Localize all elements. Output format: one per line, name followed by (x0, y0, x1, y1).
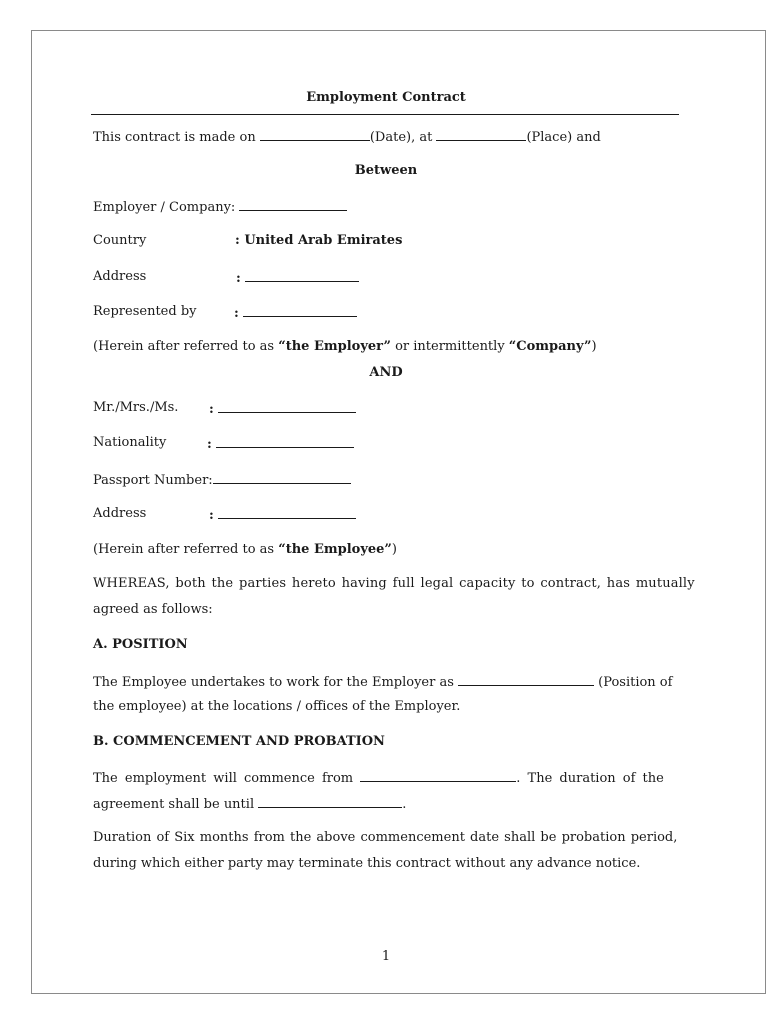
section-b-para2-line-1: Duration of Six months from the above commencement date shall be probation period, (93, 830, 678, 845)
page-number: 1 (381, 949, 391, 964)
passport-blank (213, 471, 351, 484)
section-a-heading: A. POSITION (93, 637, 188, 652)
employer-company-line: Employer / Company: (93, 198, 347, 216)
employer-address-blank (245, 269, 359, 282)
employee-name-field: : (209, 400, 356, 418)
section-b-para2-line-2: during which either party may terminate this contract without any advance notice. (93, 856, 641, 871)
represented-field: : (234, 304, 357, 322)
nationality-label: Nationality (93, 435, 167, 450)
section-b-para1-line-2: agreement shall be until . (93, 797, 407, 812)
intro-line: This contract is made on (Date), at (Place) and (93, 130, 601, 145)
company-blank (239, 198, 347, 211)
document-title: Employment Contract (306, 90, 466, 105)
commence-date-blank (360, 769, 516, 782)
section-a-line-2: the employee) at the locations / offices of the Employer. (93, 699, 461, 714)
position-blank (458, 673, 594, 686)
between-heading: Between (354, 163, 418, 178)
passport-line: Passport Number: (93, 471, 351, 489)
and-heading: AND (369, 365, 403, 380)
represented-label: Represented by (93, 304, 197, 319)
employee-address-label: Address (93, 506, 147, 521)
section-a-line-1: The Employee undertakes to work for the Employer as (Position of (93, 675, 673, 690)
employee-address-field: : (209, 506, 356, 524)
country-value: : United Arab Emirates (235, 233, 403, 248)
title-underline (91, 114, 679, 115)
whereas-line-2: agreed as follows: (93, 602, 213, 617)
employer-herein-line: (Herein after referred to as “the Employer” or intermittently “Company”) (93, 339, 597, 354)
employee-name-blank (218, 400, 356, 413)
employer-address-field: : (236, 269, 359, 287)
country-label: Country (93, 233, 147, 248)
date-blank (260, 128, 370, 141)
section-b-para1-line-1: The employment will commence from . The duration of the (93, 771, 664, 786)
whereas-line-1: WHEREAS, both the parties hereto having full legal capacity to contract, has mutually (93, 576, 695, 591)
employee-herein-line: (Herein after referred to as “the Employee”) (93, 542, 397, 557)
place-blank (436, 128, 526, 141)
section-b-heading: B. COMMENCEMENT AND PROBATION (93, 734, 385, 749)
employer-address-label: Address (93, 269, 147, 284)
nationality-field: : (207, 435, 354, 453)
employee-name-label: Mr./Mrs./Ms. (93, 400, 179, 415)
represented-blank (243, 304, 357, 317)
nationality-blank (216, 435, 354, 448)
until-date-blank (258, 795, 402, 808)
employee-address-blank (218, 506, 356, 519)
